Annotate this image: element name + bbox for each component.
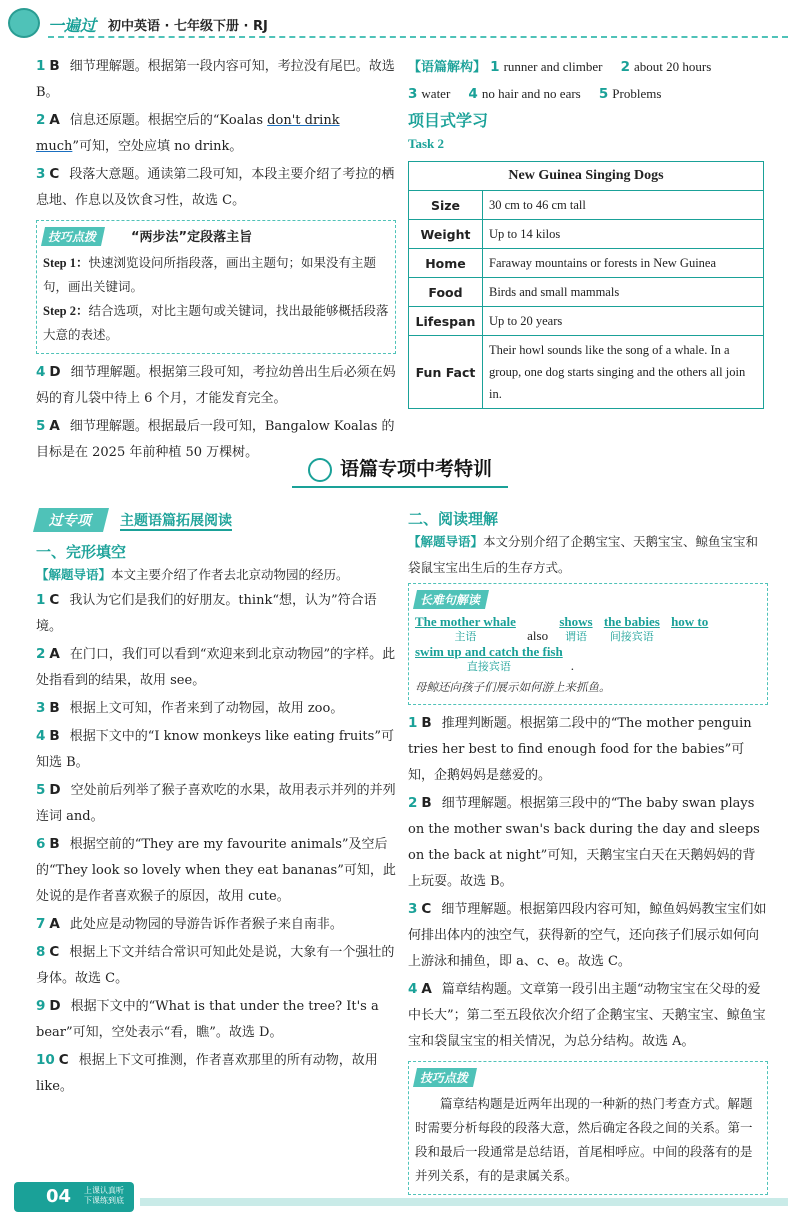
answer-letter: D [49, 364, 61, 380]
row-value: Faraway mountains or forests in New Guinea [483, 249, 764, 278]
tip-tag: 技巧点拨 [413, 1068, 477, 1087]
question-number: 8 [36, 944, 46, 960]
step-text: 快速浏览设问所指段落，画出主题句；如果没有主题句，画出关键词。 [43, 255, 377, 294]
answer-letter: B [421, 715, 432, 731]
reading-column [408, 508, 768, 1201]
answer-letter: D [49, 998, 61, 1014]
slogan-line-1: 上课认真听 [84, 1186, 124, 1195]
explanation: 在门口，我们可以看到“欢迎来到北京动物园”的字样。此处指看到的结果，故用 see。 [36, 647, 396, 688]
answer-item [36, 642, 396, 694]
row-value: Up to 20 years [483, 307, 764, 336]
question-number: 1 [490, 59, 500, 75]
question-number: 1 [36, 592, 46, 608]
explanation: 细节理解题。根据第三段中的“The baby swan plays on the mother swan's back during the day and sleeps on the back at night”可知，天鹅宝宝白天在天鹅妈妈的背上玩耍。故选 B。 [408, 796, 760, 889]
predicate-text: shows [559, 614, 593, 629]
question-number: 2 [620, 59, 631, 75]
page-number: 04 [46, 1186, 72, 1207]
slogan-line-2: 下课练到底 [84, 1196, 124, 1205]
explanation: 段落大意题。通读第二段可知，本段主要介绍了考拉的栖息地、作息以及饮食习性，故选 C。 [36, 167, 395, 208]
question-number: 7 [36, 916, 46, 932]
explanation: 根据上文可知，作者来到了动物园，故用 zoo。 [69, 701, 344, 716]
reading-guide [408, 529, 768, 581]
table-row [409, 249, 764, 278]
subject-text: The mother whale [415, 614, 516, 629]
explanation: ”可知，空处应填 no drink。 [72, 139, 243, 154]
sentence-end: . [570, 658, 574, 673]
row-key: Fun Fact [409, 336, 483, 409]
answer-item [408, 711, 768, 789]
footer-bar [140, 1198, 788, 1206]
explanation: 细节理解题。根据最后一段可知，Bangalow Koalas 的目标是在 2025 年前种植 50 万棵树。 [36, 419, 395, 460]
answer-item [36, 162, 396, 214]
answer-letter: C [49, 944, 60, 960]
tip-box [408, 1061, 768, 1195]
question-number: 4 [468, 86, 478, 102]
guide-text: 本文分别介绍了企鹅宝宝、天鹅宝宝、鲸鱼宝宝和袋鼠宝宝出生后的生存方式。 [408, 534, 759, 575]
answer-letter: B [49, 58, 60, 74]
table-row [409, 307, 764, 336]
footer-slogan [84, 1186, 124, 1206]
task-label: Task 2 [408, 136, 445, 151]
subject-label: 主语 [454, 630, 477, 643]
answer-item [36, 588, 396, 640]
direct-object-word [415, 644, 563, 674]
explanation: 篇章结构题。文章第一段引出主题“动物宝宝在父母的爱中长大”；第二至五段依次介绍了企鹅宝宝、天鹅宝宝、鲸鱼宝宝和袋鼠宝宝的相关情况，为总分结构。故选 A。 [408, 982, 766, 1049]
question-number: 4 [36, 728, 46, 744]
answer-text: no hair and no ears [481, 86, 581, 101]
right-top-column [408, 54, 768, 409]
explanation: 根据空前的“They are my favourite animals”及空后的“They look so lovely when they eat bananas”可知，此处说的是作者喜欢猴子的原因，故用 cute。 [36, 837, 396, 904]
answer-item [36, 778, 396, 830]
analyzed-sentence [415, 614, 761, 674]
answer-letter: C [49, 166, 60, 182]
how-to-word [671, 614, 708, 644]
question-number: 2 [408, 795, 418, 811]
row-value: Birds and small mammals [483, 278, 764, 307]
question-number: 1 [36, 58, 46, 74]
answer-item [36, 724, 396, 776]
structure-label: 【语篇解构】 [408, 60, 487, 75]
explanation: 根据上下文可推测，作者喜欢那里的所有动物，故用 like。 [36, 1053, 378, 1094]
tip-box [36, 220, 396, 354]
answer-letter: B [49, 728, 60, 744]
section-heading [0, 454, 800, 498]
row-value: Their howl sounds like the song of a whale. In a group, one dog starts singing and the others all join in. [483, 336, 764, 409]
tip-text: 篇章结构题是近两年出现的一种新的热门考查方式。解题时需要分析每段的段落大意，然后确定各段之间的关系。第一段和最后一段通常是总结语，首尾相呼应。中间的段落有的是并列关系，有的是隶属关系。 [415, 1096, 753, 1183]
step-2 [43, 299, 389, 347]
answer-item [36, 1048, 396, 1100]
row-value: 30 cm to 46 cm tall [483, 191, 764, 220]
answer-letter: A [49, 418, 60, 434]
answer-letter: A [49, 112, 60, 128]
answer-letter: A [421, 981, 432, 997]
sentence-translation: 母鲸还向孩子们展示如何游上来抓鱼。 [415, 680, 611, 694]
table-row [409, 220, 764, 249]
guo-tag: 过专项 [33, 508, 109, 532]
question-number: 5 [598, 86, 609, 102]
answer-text: runner and climber [503, 59, 603, 74]
table-row [409, 191, 764, 220]
row-key: Food [409, 278, 483, 307]
row-key: Lifespan [409, 307, 483, 336]
section-icon [308, 458, 332, 482]
answer-item [36, 940, 396, 992]
question-number: 9 [36, 998, 46, 1014]
question-number: 5 [36, 418, 46, 434]
cloze-heading: 一、完形填空 [36, 543, 127, 561]
direct-object-label: 直接宾语 [466, 660, 511, 673]
table-row [409, 278, 764, 307]
explanation: 此处应是动物园的导游告诉作者猴子来自南非。 [69, 917, 343, 932]
guide-text: 本文主要介绍了作者去北京动物园的经历。 [111, 567, 349, 582]
explanation: 细节理解题。根据第一段内容可知，考拉没有尾巴。故选 B。 [36, 59, 395, 100]
explanation: 根据下文中的“What is that under the tree? It's a bear”可知，空处表示“看，瞧”。故选 D。 [36, 999, 379, 1040]
guide-label: 【解题导语】 [36, 567, 112, 582]
row-value: Up to 14 kilos [483, 220, 764, 249]
question-number: 10 [36, 1052, 55, 1068]
question-number: 3 [36, 700, 46, 716]
answer-item [408, 977, 768, 1055]
answer-letter: A [49, 916, 60, 932]
guide-label: 【解题导语】 [408, 534, 484, 549]
step-1 [43, 251, 389, 299]
answer-item [36, 832, 396, 910]
explanation: 细节理解题。根据第三段可知，考拉幼兽出生后必须在妈妈的育儿袋中待上 6 个月，才能发育完全。 [36, 365, 396, 406]
row-key: Weight [409, 220, 483, 249]
indirect-object-label: 间接宾语 [609, 630, 654, 643]
reading-heading: 二、阅读理解 [408, 510, 499, 528]
answer-letter: B [49, 836, 60, 852]
header-divider [48, 36, 788, 38]
question-number: 3 [408, 86, 418, 102]
tip-tag: 技巧点拨 [41, 227, 105, 246]
step-label: Step 2： [43, 304, 89, 318]
question-number: 3 [36, 166, 46, 182]
guo-subtitle: 主题语篇拓展阅读 [120, 513, 232, 529]
explanation: 我认为它们是我们的好朋友。think“想，认为”符合语境。 [36, 593, 377, 634]
predicate-word [559, 614, 592, 644]
indirect-object-word [604, 614, 660, 644]
answer-text: Problems [612, 86, 662, 101]
answer-text: water [421, 86, 451, 101]
structure-answers [408, 54, 768, 108]
answer-letter: B [49, 700, 60, 716]
table-row [409, 336, 764, 409]
cloze-guide [36, 562, 396, 588]
question-number: 2 [36, 112, 46, 128]
cloze-column [36, 508, 396, 1102]
row-key: Size [409, 191, 483, 220]
question-number: 6 [36, 836, 46, 852]
answer-text: about 20 hours [634, 59, 712, 74]
answer-item [36, 360, 396, 412]
question-number: 4 [408, 981, 418, 997]
page-header [0, 0, 800, 44]
subject-word [415, 614, 516, 644]
row-key: Home [409, 249, 483, 278]
project-title: 项目式学习 [408, 111, 489, 130]
brand-name: 一遍过 [48, 16, 97, 35]
explanation: 信息还原题。根据空后的“Koalas [69, 113, 268, 128]
answer-item [36, 108, 396, 160]
predicate-label: 谓语 [564, 630, 587, 643]
answer-letter: C [49, 592, 60, 608]
explanation: 细节理解题。根据第四段内容可知，鲸鱼妈妈教宝宝们如何排出体内的浊空气，获得新的空气，还向孩子们展示如何向上游泳和捕鱼，即 a、c、e。故选 C。 [408, 902, 767, 969]
guo-banner [36, 508, 396, 535]
question-number: 4 [36, 364, 46, 380]
answer-letter: C [58, 1052, 69, 1068]
info-table [408, 161, 764, 409]
step-label: Step 1： [43, 256, 89, 270]
explanation: 根据上下文并结合常识可知此处是说，大象有一个强壮的身体。故选 C。 [36, 945, 395, 986]
left-top-column [36, 54, 396, 468]
section-title: 语篇专项中考特训 [339, 458, 492, 480]
explanation: 根据下文中的“I know monkeys like eating fruits”可知选 B。 [36, 729, 394, 770]
analysis-tag: 长难句解读 [413, 590, 489, 609]
question-number: 5 [36, 782, 46, 798]
sentence-analysis-box [408, 583, 768, 705]
explanation: 推理判断题。根据第二段中的“The mother penguin tries her best to find enough food for the babies”可知，企鹅妈妈是慈爱的。 [408, 716, 752, 783]
answer-item [36, 54, 396, 106]
question-number: 2 [36, 646, 46, 662]
brand-logo-icon [8, 8, 40, 38]
answer-item [408, 897, 768, 975]
answer-letter: A [49, 646, 60, 662]
answer-item [36, 994, 396, 1046]
underlined-quote: don't drink much [36, 113, 340, 154]
tip-title: “两步法”定段落主旨 [131, 230, 253, 245]
direct-object-text: swim up and catch the fish [415, 644, 563, 659]
word-also: also [527, 628, 549, 643]
book-title: 初中英语 · 七年级下册 · RJ [108, 19, 268, 34]
question-number: 1 [408, 715, 418, 731]
step-text: 结合选项，对比主题句或关键词，找出最能够概括段落大意的表述。 [43, 303, 389, 342]
answer-item [36, 696, 396, 722]
answer-item [408, 791, 768, 895]
answer-item [36, 912, 396, 938]
page-footer [0, 1180, 800, 1216]
answer-letter: B [421, 795, 432, 811]
table-title: New Guinea Singing Dogs [409, 162, 764, 191]
how-to-text: how to [671, 614, 709, 629]
explanation: 空处前后列举了猴子喜欢吃的水果，故用表示并列的并列连词 and。 [36, 783, 396, 824]
answer-letter: D [49, 782, 61, 798]
indirect-object-text: the babies [603, 614, 660, 629]
question-number: 3 [408, 901, 418, 917]
answer-letter: C [421, 901, 432, 917]
